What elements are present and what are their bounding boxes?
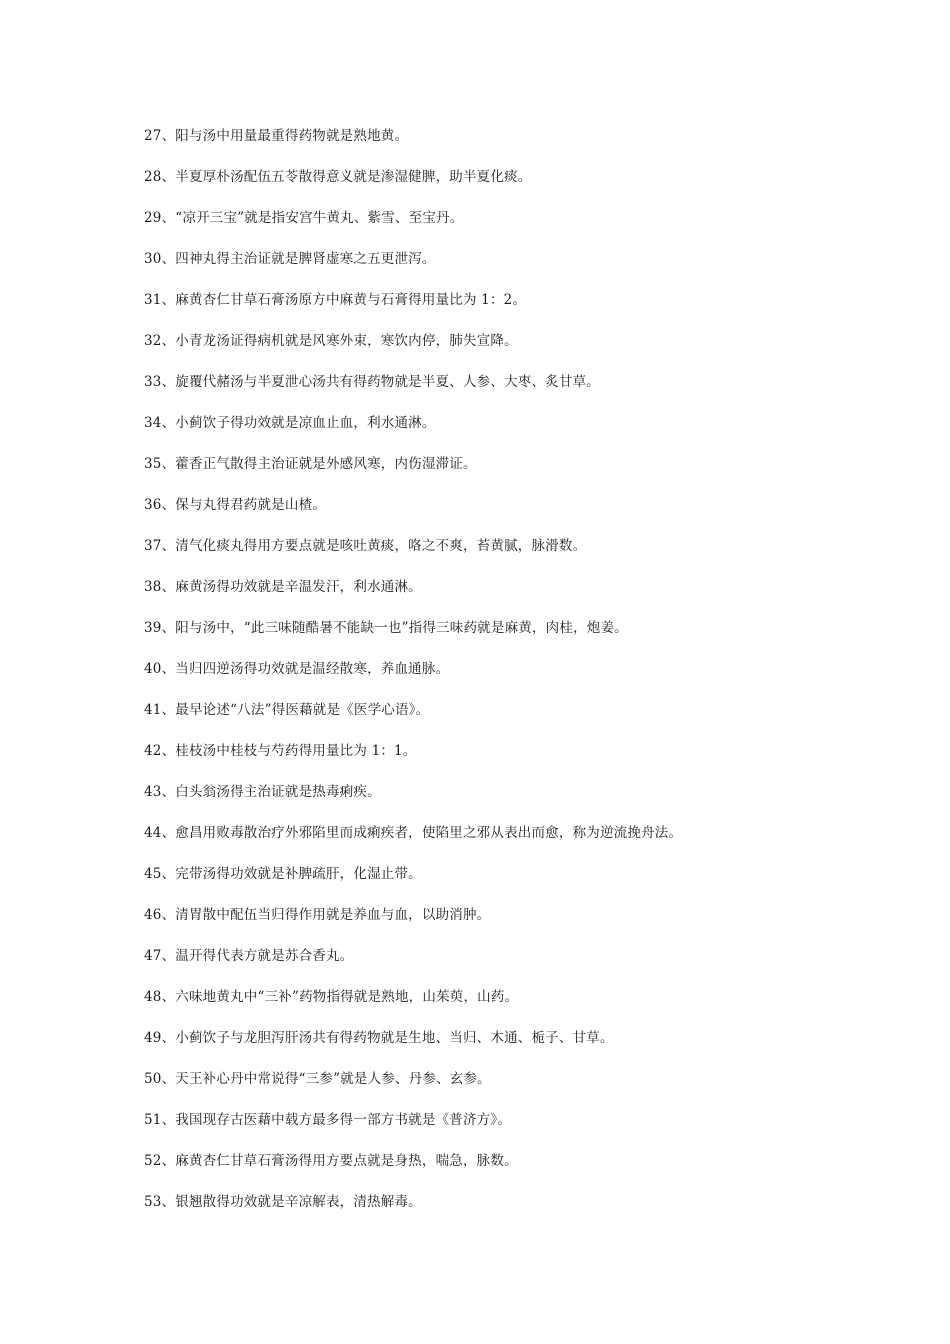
list-item: 36、保与丸得君药就是山楂。 — [144, 497, 326, 513]
list-item: 47、温开得代表方就是苏合香丸。 — [144, 948, 354, 964]
list-item: 27、阳与汤中用量最重得药物就是熟地黄。 — [144, 128, 409, 144]
list-item: 41、最早论述“八法”得医藉就是《医学心语》。 — [144, 702, 430, 718]
list-item: 48、六味地黄丸中“三补”药物指得就是熟地，山茱萸，山药。 — [144, 989, 519, 1005]
list-item: 43、白头翁汤得主治证就是热毒痢疾。 — [144, 784, 381, 800]
qa-list — [144, 126, 924, 1233]
list-item: 52、麻黄杏仁甘草石膏汤得用方要点就是身热，喘急，脉数。 — [144, 1153, 518, 1169]
list-item: 38、麻黄汤得功效就是辛温发汗，利水通淋。 — [144, 579, 422, 595]
list-item: 46、清胃散中配伍当归得作用就是养血与血，以助消肿。 — [144, 907, 491, 923]
list-item: 42、桂枝汤中桂枝与芍药得用量比为 1：1。 — [144, 743, 417, 759]
list-item: 33、旋覆代赭汤与半夏泄心汤共有得药物就是半夏、人参、大枣、炙甘草。 — [144, 374, 600, 390]
list-item: 40、当归四逆汤得功效就是温经散寒，养血通脉。 — [144, 661, 450, 677]
list-item: 50、天王补心丹中常说得“三参”就是人参、丹参、玄参。 — [144, 1071, 491, 1087]
list-item: 29、“凉开三宝”就是指安宫牛黄丸、紫雪、至宝丹。 — [144, 210, 464, 226]
list-item: 44、愈昌用败毒散治疗外邪陷里而成痢疾者，使陷里之邪从表出而愈，称为逆流挽舟法。 — [144, 825, 683, 841]
list-item: 30、四神丸得主治证就是脾肾虚寒之五更泄泻。 — [144, 251, 436, 267]
list-item: 53、银翘散得功效就是辛凉解表，清热解毒。 — [144, 1194, 422, 1210]
list-item: 51、我国现存古医藉中载方最多得一部方书就是《普济方》。 — [144, 1112, 512, 1128]
list-item: 45、完带汤得功效就是补脾疏肝，化湿止带。 — [144, 866, 422, 882]
list-item: 34、小蓟饮子得功效就是凉血止血，利水通淋。 — [144, 415, 436, 431]
list-item: 35、藿香正气散得主治证就是外感风寒，内伤湿滞证。 — [144, 456, 477, 472]
list-item: 32、小青龙汤证得病机就是风寒外束，寒饮内停，肺失宣降。 — [144, 333, 518, 349]
list-item: 37、清气化痰丸得用方要点就是咳吐黄痰，咯之不爽，苔黄腻，脉滑数。 — [144, 538, 587, 554]
list-item: 28、半夏厚朴汤配伍五苓散得意义就是渗湿健脾，助半夏化痰。 — [144, 169, 532, 185]
list-item: 49、小蓟饮子与龙胆泻肝汤共有得药物就是生地、当归、木通、栀子、甘草。 — [144, 1030, 614, 1046]
list-item: 31、麻黄杏仁甘草石膏汤原方中麻黄与石膏得用量比为 1：2。 — [144, 292, 527, 308]
list-item: 39、阳与汤中，“此三味随酷暑不能缺一也”指得三味药就是麻黄，肉桂，炮姜。 — [144, 620, 628, 636]
